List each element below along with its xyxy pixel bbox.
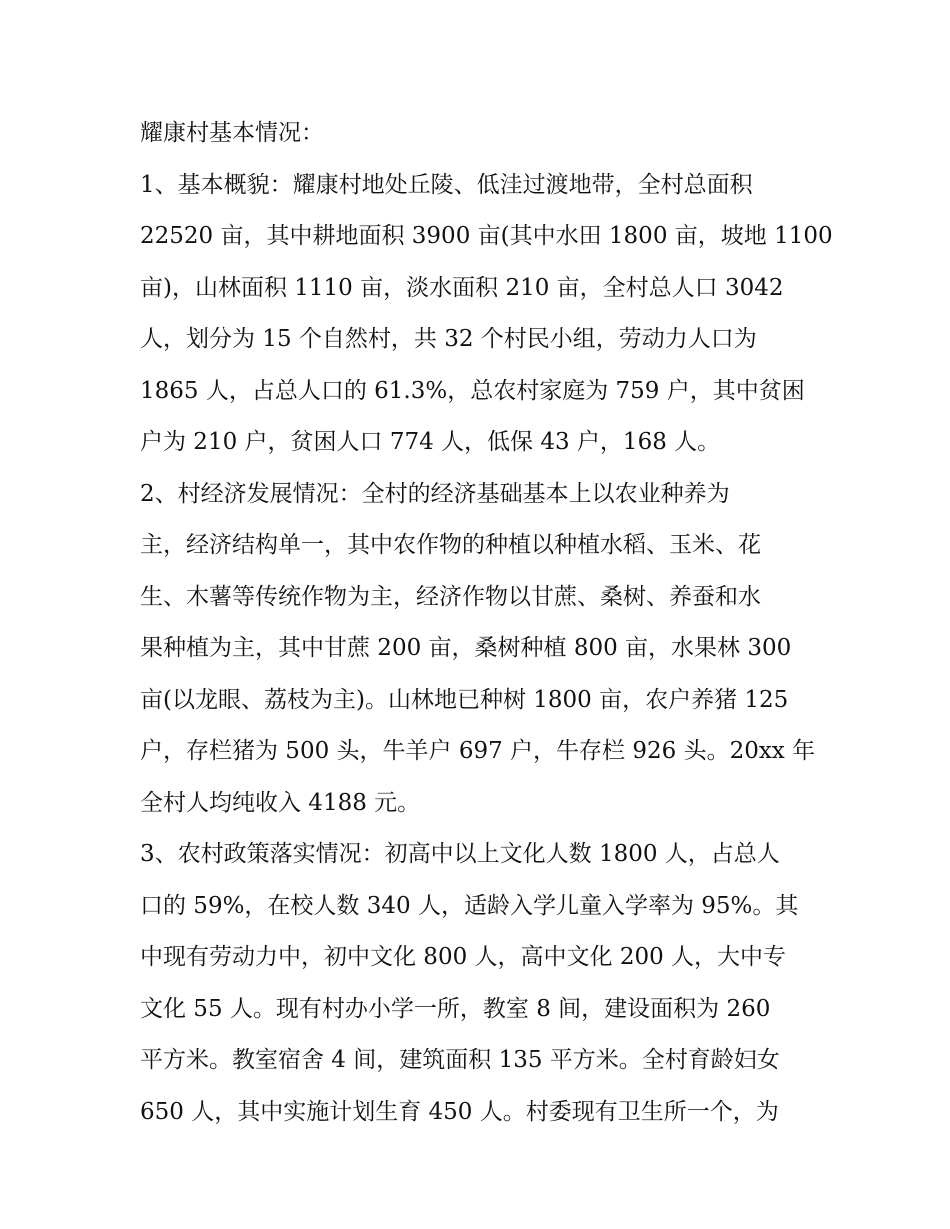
text-line: 2、村经济发展情况：全村的经济基础基本上以农业种养为 [140,480,730,507]
text-line: 平方米。教室宿舍 4 间，建筑面积 135 平方米。全村育龄妇女 [140,1047,780,1073]
text-line: 口的 59%，在校人数 340 人，适龄入学儿童入学率为 95%。其 [140,892,799,919]
text-line: 全村人均纯收入 4188 元。 [140,789,421,816]
text-line: 亩(以龙眼、荔枝为主)。山林地已种树 1800 亩，农户养猪 125 [140,686,789,713]
text-line: 22520 亩，其中耕地面积 3900 亩(其中水田 1800 亩，坡地 1100 [140,223,833,249]
text-line: 1865 人，占总人口的 61.3%，总农村家庭为 759 户，其中贫困 [140,377,805,404]
text-line: 文化 55 人。现有村办小学一所，教室 8 间，建设面积为 260 [140,995,771,1022]
text-line: 主，经济结构单一，其中农作物的种植以种植水稻、玉米、花 [140,532,761,558]
text-line: 果种植为主，其中甘蔗 200 亩，桑树种植 800 亩，水果林 300 [140,635,792,661]
text-line: 户为 210 户，贫困人口 774 人，低保 43 户，168 人。 [140,429,721,455]
text-line: 650 人，其中实施计划生育 450 人。村委现有卫生所一个，为 [140,1098,779,1125]
text-line: 人，划分为 15 个自然村，共 32 个村民小组，劳动力人口为 [140,326,757,352]
text-line: 3、农村政策落实情况：初高中以上文化人数 1800 人，占总人 [140,841,780,867]
document-body [140,108,833,1138]
text-line: 1、基本概貌：耀康村地处丘陵、低洼过渡地带，全村总面积 [140,171,753,198]
text-line: 亩)，山林面积 1110 亩，淡水面积 210 亩，全村总人口 3042 [140,274,784,301]
text-line: 户，存栏猪为 500 头，牛羊户 697 户，牛存栏 926 头。20xx 年 [140,738,816,764]
text-line: 生、木薯等传统作物为主，经济作物以甘蔗、桑树、养蚕和水 [140,583,761,610]
text-line: 中现有劳动力中，初中文化 800 人，高中文化 200 人，大中专 [140,944,787,970]
document-title: 耀康村基本情况： [140,120,324,146]
